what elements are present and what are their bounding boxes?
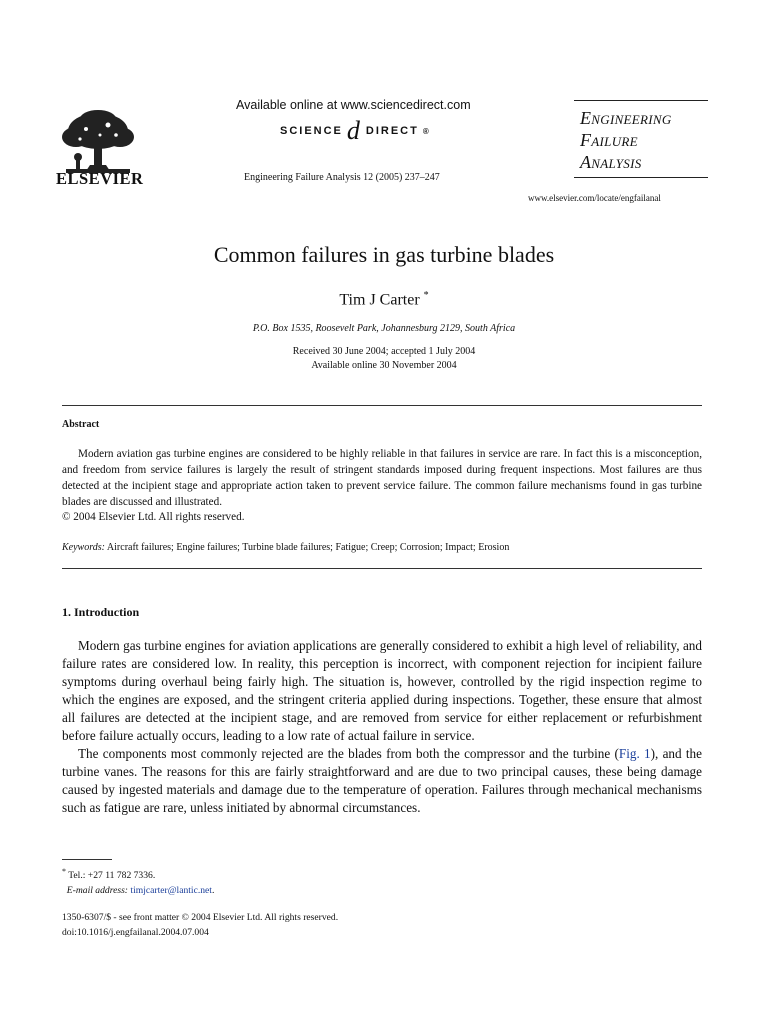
affiliation: P.O. Box 1535, Roosevelt Park, Johannesburg 2129, South Africa [252,323,516,334]
footnote-divider [62,859,112,860]
section-heading: 1. Introduction [62,605,140,619]
journal-name-line-3: Analysis [580,152,642,172]
journal-name-line-1: Engineering [580,108,672,128]
figure-link[interactable]: Fig. 1 [618,746,651,761]
journal-name-line-2: Failure [580,130,638,150]
sd-left: SCIENCE [280,125,343,137]
issn-line: 1350-6307/$ - see front matter © 2004 Elsevier Ltd. All rights reserved. [62,912,339,923]
article-title: Common failures in gas turbine blades [213,242,555,267]
footnote-email [62,883,214,898]
footnote-tel-text: Tel.: +27 11 782 7336. [68,870,156,882]
abstract-heading: Abstract [62,419,100,430]
paragraph-text: ), and the turbine vanes. The reasons for this are fairly straightforward and are due to two principal causes, these being damage caused by ingested materials and damage due to the temperature of operation. Failures through mechanical mechanisms such as fatigue are rare, unless initiated by abnormal circumstances. [62,746,703,815]
journal-reference: Engineering Failure Analysis 12 (2005) 237–247 [244,172,440,183]
section-body [62,637,702,817]
paragraph: Modern gas turbine engines for aviation applications are generally considered to exhibit a high level of reliability, and failure rates are considered low. In reality, this perception is incorrect, with component rejection for incipient failure symptoms during overhaul being fairly high. The situation is, however, controlled by the rigid inspection regime to which the engines are exposed, and the stringent criteria applied during inspections. Together, these ensure that almost all failures are detected at the incipient stage, and are removed from service for either replacement or refurbishment before failure actually occurs, leading to a low rate of actual failure in service. [62,638,702,743]
keywords [62,542,509,553]
author [0,290,768,309]
divider [62,405,702,406]
footnote [62,864,214,898]
footer [62,910,338,940]
keywords-list: Aircraft failures; Engine failures; Turbine blade failures; Fatigue; Creep; Corrosion; Impact; Erosion [106,542,510,553]
journal-url[interactable]: www.elsevier.com/locate/engfailanal [528,193,661,203]
email-label: E-mail address: [66,885,128,897]
sd-d: d [346,116,362,145]
sciencedirect-logo [280,118,431,144]
available-date: Available online 30 November 2004 [311,360,457,371]
sd-right: DIRECT [365,125,419,137]
email-link[interactable]: timjcarter@lantic.net [130,885,212,897]
abstract-copyright: © 2004 Elsevier Ltd. All rights reserved. [62,511,245,523]
email-end: . [211,885,215,897]
received-dates: Received 30 June 2004; accepted 1 July 2004 [292,346,476,357]
publisher-name: ELSEVIER [56,169,144,188]
abstract-body [62,446,702,510]
divider [62,568,702,569]
available-online-text[interactable]: Available online at www.sciencedirect.com [236,98,471,112]
footnote-mark: * [62,867,66,876]
paragraph-text: The components most commonly rejected are the blades from both the compressor and the turbine ( [78,746,619,761]
author-name: Tim J Carter [339,291,420,309]
sd-registered: ® [422,126,431,136]
keywords-label: Keywords: [62,542,105,553]
paragraph [62,745,702,817]
footnote-tel [62,864,214,883]
journal-name-box [574,100,708,178]
doi-line[interactable]: doi:10.1016/j.engfailanal.2004.07.004 [62,927,209,938]
author-footnote-mark[interactable]: * [423,290,429,301]
abstract-text: Modern aviation gas turbine engines are considered to be highly reliable in that failures in service are rare. In fact this is a misconception, and freedom from service failures is largely the result of stringent standards imposed during frequent inspections. Most failures are thus detected at the incipient stage and appropriate action taken to prevent service failure. The common failure mechanisms found in gas turbine blades are discussed and illustrated. [62,448,702,508]
